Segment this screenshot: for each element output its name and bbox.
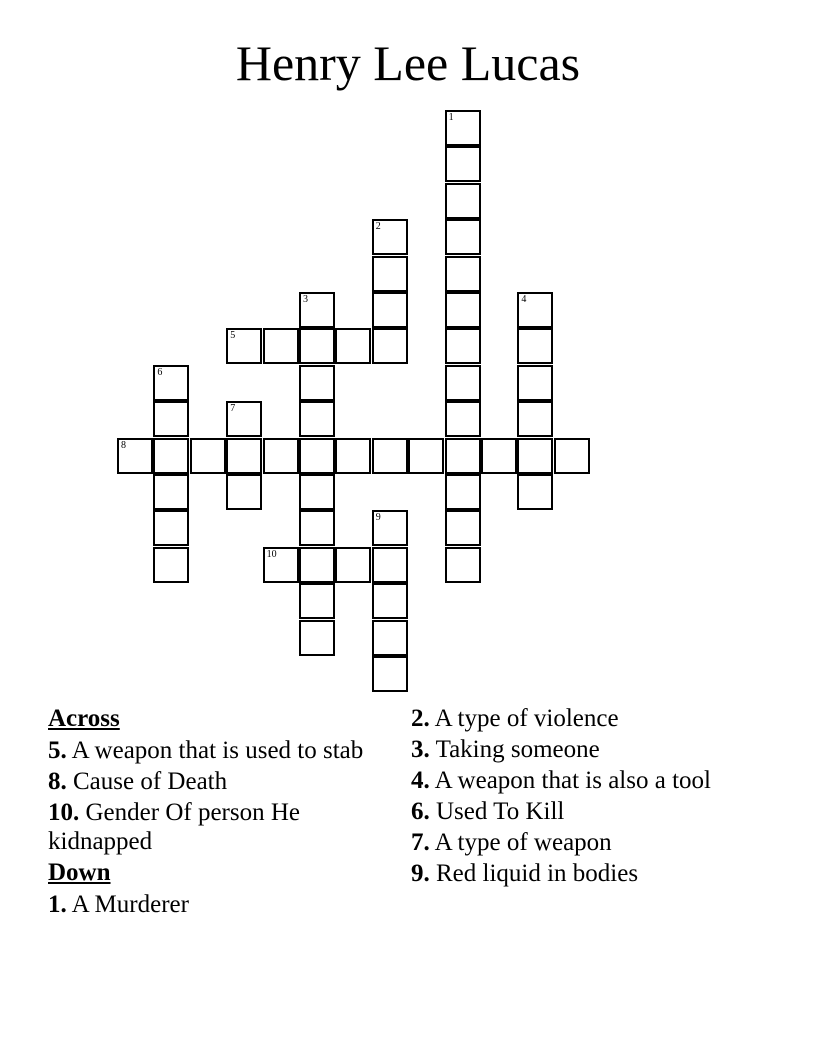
across-clue-10 (48, 798, 368, 856)
grid-cell[interactable] (517, 438, 553, 474)
cell-number: 8 (121, 439, 126, 451)
down-clue-6 (411, 797, 721, 826)
grid-cell[interactable] (445, 365, 481, 401)
grid-cell[interactable] (481, 438, 517, 474)
grid-cell[interactable] (372, 620, 408, 656)
grid-cell[interactable] (299, 328, 335, 364)
grid-cell[interactable] (299, 547, 335, 583)
clue-text: A weapon that is also a tool (434, 767, 711, 794)
grid-cell[interactable] (372, 547, 408, 583)
clue-number: 10. (48, 799, 80, 826)
grid-cell[interactable] (372, 256, 408, 292)
clue-text: A type of violence (434, 705, 619, 732)
grid-cell[interactable] (372, 292, 408, 328)
grid-cell[interactable] (445, 401, 481, 437)
grid-cell[interactable] (117, 438, 153, 474)
down-clue-3 (411, 735, 721, 764)
clue-number: 9. (411, 860, 430, 887)
grid-cell[interactable] (299, 365, 335, 401)
cell-number: 2 (375, 221, 381, 233)
grid-cell[interactable] (445, 438, 481, 474)
clue-text: A weapon that is used to stab (71, 737, 364, 764)
across-clue-5 (48, 736, 368, 765)
grid-cell[interactable] (445, 219, 481, 255)
grid-cell[interactable] (299, 510, 335, 546)
clue-text: Cause of Death (73, 768, 228, 795)
across-heading: Across (48, 705, 120, 732)
grid-cell[interactable] (153, 510, 189, 546)
cell-number: 4 (521, 294, 527, 305)
grid-cell[interactable] (153, 547, 189, 583)
cell-number: 3 (303, 294, 308, 305)
down-clue-9 (411, 859, 721, 888)
grid-cell[interactable] (153, 474, 189, 510)
grid-cell[interactable] (153, 365, 189, 401)
clue-number: 8. (48, 768, 67, 795)
grid-cell[interactable] (445, 328, 481, 364)
grid-cell[interactable] (299, 583, 335, 619)
grid-cell[interactable] (445, 474, 481, 510)
clue-number: 6. (411, 798, 430, 825)
clue-number: 1. (48, 891, 67, 918)
down-clue-4 (411, 766, 721, 795)
grid-cell[interactable] (153, 401, 189, 437)
grid-cell[interactable] (226, 328, 262, 364)
grid-cell[interactable] (226, 474, 262, 510)
grid-cell[interactable] (517, 292, 553, 328)
cell-number: 1 (448, 112, 454, 123)
down-clue-2 (411, 704, 721, 733)
grid-cell[interactable] (445, 256, 481, 292)
grid-cell[interactable] (299, 620, 335, 656)
grid-cell[interactable] (153, 438, 189, 474)
grid-cell[interactable] (445, 510, 481, 546)
grid-cell[interactable] (372, 219, 408, 255)
clue-text: Used To Kill (436, 798, 565, 825)
down-heading: Down (48, 859, 111, 886)
grid-cell[interactable] (190, 438, 226, 474)
clue-number: 2. (411, 705, 430, 732)
clues-left-column (48, 704, 368, 921)
grid-cell[interactable] (445, 110, 481, 146)
grid-cell[interactable] (263, 328, 299, 364)
grid-cell[interactable] (335, 328, 371, 364)
grid-cell[interactable] (299, 401, 335, 437)
clue-text: A type of weapon (434, 829, 612, 856)
grid-cell[interactable] (299, 292, 335, 328)
clue-number: 3. (411, 736, 430, 763)
clue-number: 5. (48, 737, 67, 764)
clues-right-column (411, 704, 721, 890)
clue-text: Gender Of person He kidnapped (48, 799, 301, 855)
clue-number: 4. (411, 767, 430, 794)
grid-cell[interactable] (517, 401, 553, 437)
grid-cell[interactable] (517, 474, 553, 510)
grid-cell[interactable] (372, 583, 408, 619)
grid-cell[interactable] (445, 292, 481, 328)
puzzle-title: Henry Lee Lucas (235, 35, 581, 91)
grid-cell[interactable] (335, 438, 371, 474)
clue-text: Taking someone (435, 736, 600, 763)
clue-text: A Murderer (71, 891, 189, 918)
grid-cell[interactable] (554, 438, 590, 474)
grid-cell[interactable] (372, 438, 408, 474)
grid-cell[interactable] (408, 438, 444, 474)
grid-cell[interactable] (445, 146, 481, 182)
cell-number: 6 (157, 366, 163, 378)
down-clue-7 (411, 828, 721, 857)
grid-cell[interactable] (335, 547, 371, 583)
clue-number: 7. (411, 829, 430, 856)
grid-cell[interactable] (299, 438, 335, 474)
across-clue-8 (48, 767, 368, 796)
cell-number: 5 (230, 330, 236, 342)
grid-cell[interactable] (445, 183, 481, 219)
cell-number: 10 (266, 548, 277, 560)
grid-cell[interactable] (263, 547, 299, 583)
grid-cell[interactable] (299, 474, 335, 510)
grid-cell[interactable] (517, 328, 553, 364)
cell-number: 7 (230, 403, 236, 415)
grid-cell[interactable] (372, 328, 408, 364)
cell-number: 9 (375, 512, 381, 524)
grid-cell[interactable] (372, 656, 408, 692)
clue-text: Red liquid in bodies (436, 860, 639, 887)
grid-cell[interactable] (517, 365, 553, 401)
grid-cell[interactable] (445, 547, 481, 583)
grid-cell[interactable] (263, 438, 299, 474)
grid-cell[interactable] (226, 401, 262, 437)
grid-cell[interactable] (226, 438, 262, 474)
grid-cell[interactable] (372, 510, 408, 546)
down-clue-1 (48, 890, 368, 919)
